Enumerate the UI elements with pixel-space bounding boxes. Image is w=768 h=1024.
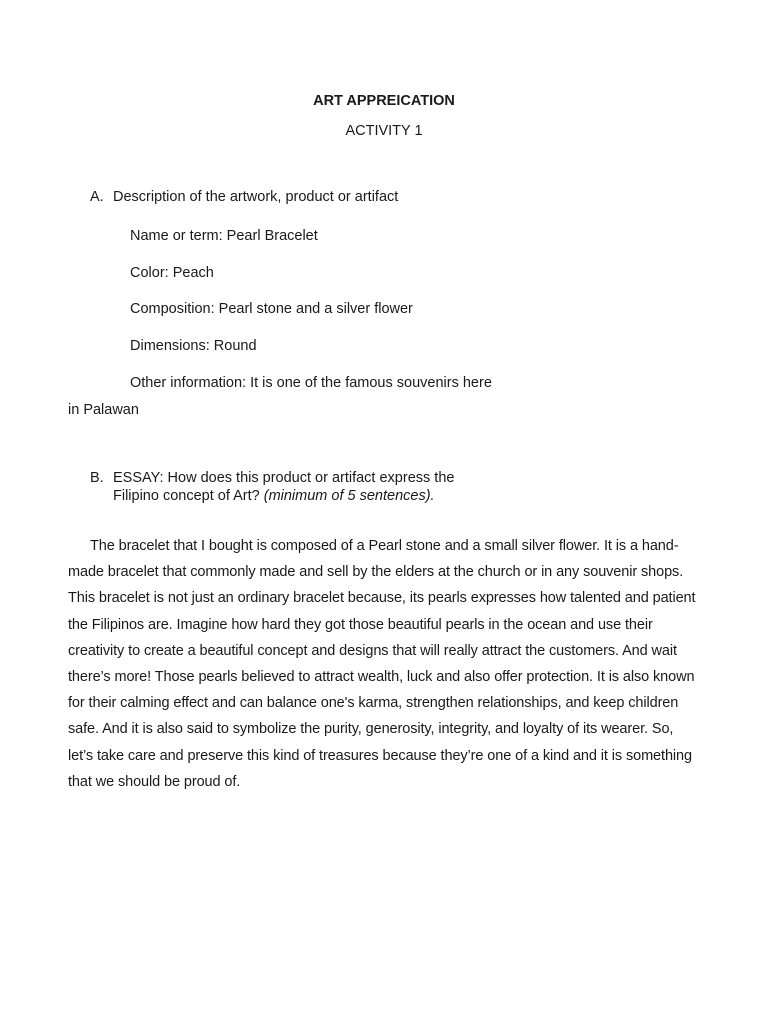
section-b-question-text: ESSAY: How does this product or artifact express the: [113, 470, 455, 486]
document-title: ART APPREICATION: [313, 93, 455, 109]
field-other-information-continued: in Palawan: [68, 402, 139, 418]
section-b-question-text-2: Filipino concept of Art?: [113, 488, 260, 504]
essay-paragraph: The bracelet that I bought is composed of a Pearl stone and a small silver flower. It is a hand-made bracelet that commonly made and sell by the elders at the church or in any souvenir shops. This bracelet is not just an ordinary bracelet because, its pearls expresses how talented and patient the Filipinos are. Imagine how hard they got those beautiful pearls in the ocean and use their creativity to create a beautiful concept and designs that will really attract the customers. And wait there’s more! Those pearls believed to attract wealth, luck and also offer protection. It is also known for their calming effect and can balance one's karma, strengthen relationships, and keep children safe. And it is also said to symbolize the purity, generosity, integrity, and loyalty of its wearer. So, let’s take care and preserve this kind of treasures because they’re one of a kind and it is something that we should be proud of.: [68, 538, 696, 790]
section-b-question: [90, 469, 454, 505]
section-b-line2: [90, 487, 454, 505]
section-b-marker: B.: [90, 470, 104, 486]
section-b-note: (minimum of 5 sentences).: [263, 488, 435, 504]
field-composition: Composition: Pearl stone and a silver flower: [130, 301, 413, 317]
section-a-heading: [90, 189, 398, 205]
section-b-line1: [90, 469, 454, 487]
section-a-marker: A.: [90, 189, 104, 205]
section-a-heading-text: Description of the artwork, product or artifact: [113, 189, 399, 205]
field-dimensions: Dimensions: Round: [130, 338, 257, 354]
field-name-term: Name or term: Pearl Bracelet: [130, 228, 318, 244]
field-other-information: Other information: It is one of the famous souvenirs here: [130, 375, 492, 391]
activity-subtitle: ACTIVITY 1: [345, 123, 423, 139]
field-color: Color: Peach: [130, 265, 214, 281]
